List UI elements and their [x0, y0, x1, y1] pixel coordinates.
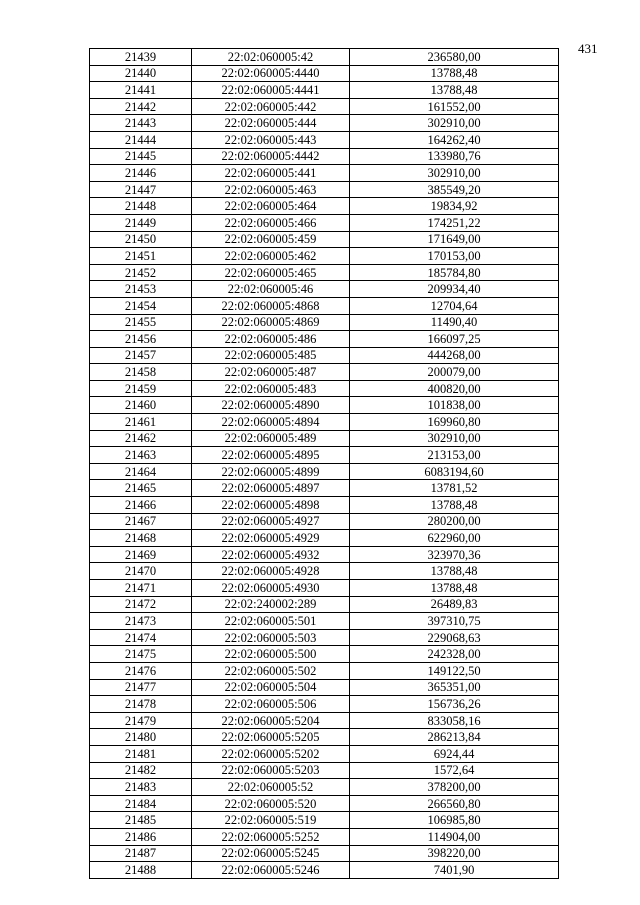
row-number-cell: 21452: [90, 264, 192, 281]
cadastral-number-cell: 22:02:060005:5252: [192, 828, 350, 845]
table-row: [90, 563, 559, 580]
cadastral-value-cell: 13788,48: [350, 497, 559, 514]
row-number-cell: 21470: [90, 563, 192, 580]
page-number: 431: [578, 41, 598, 56]
cadastral-value-cell: 266560,80: [350, 795, 559, 812]
cadastral-value-cell: 302910,00: [350, 430, 559, 447]
cadastral-number-cell: 22:02:060005:486: [192, 331, 350, 348]
cadastral-value-cell: 302910,00: [350, 165, 559, 182]
row-number-cell: 21472: [90, 596, 192, 613]
table-row: [90, 845, 559, 862]
row-number-cell: 21463: [90, 447, 192, 464]
table-row: [90, 812, 559, 829]
table-row: [90, 646, 559, 663]
row-number-cell: 21462: [90, 430, 192, 447]
row-number-cell: 21484: [90, 795, 192, 812]
row-number-cell: 21458: [90, 364, 192, 381]
row-number-cell: 21478: [90, 696, 192, 713]
cadastral-value-cell: 13788,48: [350, 82, 559, 99]
row-number-cell: 21486: [90, 828, 192, 845]
cadastral-value-cell: 133980,76: [350, 148, 559, 165]
row-number-cell: 21476: [90, 662, 192, 679]
cadastral-value-cell: 114904,00: [350, 828, 559, 845]
cadastral-value-table: [89, 48, 559, 879]
row-number-cell: 21480: [90, 729, 192, 746]
cadastral-number-cell: 22:02:060005:5202: [192, 745, 350, 762]
cadastral-number-cell: 22:02:060005:501: [192, 613, 350, 630]
cadastral-value-cell: 13788,48: [350, 580, 559, 597]
cadastral-value-cell: 280200,00: [350, 513, 559, 530]
table-row: [90, 397, 559, 414]
row-number-cell: 21475: [90, 646, 192, 663]
table-row: [90, 795, 559, 812]
row-number-cell: 21446: [90, 165, 192, 182]
cadastral-number-cell: 22:02:060005:4899: [192, 463, 350, 480]
cadastral-value-cell: 106985,80: [350, 812, 559, 829]
row-number-cell: 21443: [90, 115, 192, 132]
table-row: [90, 762, 559, 779]
cadastral-value-cell: 365351,00: [350, 679, 559, 696]
cadastral-number-cell: 22:02:060005:463: [192, 181, 350, 198]
cadastral-number-cell: 22:02:060005:4932: [192, 546, 350, 563]
row-number-cell: 21467: [90, 513, 192, 530]
table-row: [90, 214, 559, 231]
table-row: [90, 347, 559, 364]
table-row: [90, 712, 559, 729]
row-number-cell: 21439: [90, 49, 192, 66]
table-row: [90, 463, 559, 480]
cadastral-value-cell: 11490,40: [350, 314, 559, 331]
cadastral-value-cell: 200079,00: [350, 364, 559, 381]
cadastral-value-cell: 833058,16: [350, 712, 559, 729]
table-row: [90, 231, 559, 248]
table-row: [90, 364, 559, 381]
row-number-cell: 21441: [90, 82, 192, 99]
cadastral-number-cell: 22:02:060005:4441: [192, 82, 350, 99]
row-number-cell: 21454: [90, 297, 192, 314]
row-number-cell: 21471: [90, 580, 192, 597]
row-number-cell: 21448: [90, 198, 192, 215]
row-number-cell: 21457: [90, 347, 192, 364]
cadastral-value-cell: 174251,22: [350, 214, 559, 231]
row-number-cell: 21464: [90, 463, 192, 480]
table-row: [90, 779, 559, 796]
cadastral-value-cell: 1572,64: [350, 762, 559, 779]
cadastral-number-cell: 22:02:060005:466: [192, 214, 350, 231]
cadastral-value-cell: 170153,00: [350, 248, 559, 265]
row-number-cell: 21440: [90, 65, 192, 82]
table-row: [90, 546, 559, 563]
cadastral-number-cell: 22:02:060005:506: [192, 696, 350, 713]
cadastral-number-cell: 22:02:060005:459: [192, 231, 350, 248]
table-row: [90, 679, 559, 696]
cadastral-number-cell: 22:02:060005:489: [192, 430, 350, 447]
row-number-cell: 21483: [90, 779, 192, 796]
cadastral-number-cell: 22:02:060005:4929: [192, 530, 350, 547]
cadastral-value-cell: 164262,40: [350, 131, 559, 148]
row-number-cell: 21485: [90, 812, 192, 829]
cadastral-value-cell: 26489,83: [350, 596, 559, 613]
cadastral-value-cell: 7401,90: [350, 862, 559, 879]
cadastral-value-cell: 385549,20: [350, 181, 559, 198]
cadastral-number-cell: 22:02:060005:5205: [192, 729, 350, 746]
cadastral-number-cell: 22:02:060005:464: [192, 198, 350, 215]
cadastral-number-cell: 22:02:060005:46: [192, 281, 350, 298]
table-row: [90, 82, 559, 99]
cadastral-value-cell: 213153,00: [350, 447, 559, 464]
cadastral-number-cell: 22:02:060005:442: [192, 98, 350, 115]
table-row: [90, 331, 559, 348]
table-row: [90, 513, 559, 530]
cadastral-value-cell: 444268,00: [350, 347, 559, 364]
cadastral-value-cell: 149122,50: [350, 662, 559, 679]
cadastral-value-cell: 185784,80: [350, 264, 559, 281]
row-number-cell: 21447: [90, 181, 192, 198]
table-row: [90, 131, 559, 148]
row-number-cell: 21473: [90, 613, 192, 630]
table-row: [90, 115, 559, 132]
row-number-cell: 21465: [90, 480, 192, 497]
cadastral-number-cell: 22:02:060005:465: [192, 264, 350, 281]
cadastral-number-cell: 22:02:060005:462: [192, 248, 350, 265]
cadastral-number-cell: 22:02:060005:5246: [192, 862, 350, 879]
table-row: [90, 165, 559, 182]
table-row: [90, 314, 559, 331]
cadastral-number-cell: 22:02:060005:500: [192, 646, 350, 663]
table-row: [90, 248, 559, 265]
row-number-cell: 21460: [90, 397, 192, 414]
row-number-cell: 21469: [90, 546, 192, 563]
cadastral-number-cell: 22:02:060005:4927: [192, 513, 350, 530]
cadastral-number-cell: 22:02:060005:487: [192, 364, 350, 381]
cadastral-value-cell: 166097,25: [350, 331, 559, 348]
cadastral-value-cell: 397310,75: [350, 613, 559, 630]
table-row: [90, 198, 559, 215]
table-row: [90, 98, 559, 115]
cadastral-value-cell: 209934,40: [350, 281, 559, 298]
row-number-cell: 21450: [90, 231, 192, 248]
cadastral-value-cell: 13788,48: [350, 65, 559, 82]
table-row: [90, 65, 559, 82]
table-row: [90, 662, 559, 679]
row-number-cell: 21488: [90, 862, 192, 879]
cadastral-number-cell: 22:02:060005:483: [192, 380, 350, 397]
row-number-cell: 21474: [90, 629, 192, 646]
cadastral-number-cell: 22:02:060005:42: [192, 49, 350, 66]
row-number-cell: 21481: [90, 745, 192, 762]
cadastral-value-cell: 169960,80: [350, 414, 559, 431]
table-row: [90, 696, 559, 713]
cadastral-number-cell: 22:02:060005:443: [192, 131, 350, 148]
cadastral-number-cell: 22:02:060005:4868: [192, 297, 350, 314]
row-number-cell: 21451: [90, 248, 192, 265]
cadastral-value-cell: 242328,00: [350, 646, 559, 663]
cadastral-number-cell: 22:02:060005:5203: [192, 762, 350, 779]
row-number-cell: 21445: [90, 148, 192, 165]
row-number-cell: 21461: [90, 414, 192, 431]
cadastral-number-cell: 22:02:060005:4930: [192, 580, 350, 597]
table-row: [90, 297, 559, 314]
table-row: [90, 380, 559, 397]
cadastral-value-cell: 398220,00: [350, 845, 559, 862]
row-number-cell: 21456: [90, 331, 192, 348]
cadastral-value-cell: 13781,52: [350, 480, 559, 497]
cadastral-value-cell: 400820,00: [350, 380, 559, 397]
cadastral-number-cell: 22:02:060005:4869: [192, 314, 350, 331]
row-number-cell: 21449: [90, 214, 192, 231]
row-number-cell: 21444: [90, 131, 192, 148]
table-row: [90, 580, 559, 597]
cadastral-number-cell: 22:02:060005:444: [192, 115, 350, 132]
row-number-cell: 21466: [90, 497, 192, 514]
cadastral-number-cell: 22:02:060005:4894: [192, 414, 350, 431]
cadastral-number-cell: 22:02:060005:52: [192, 779, 350, 796]
table-row: [90, 745, 559, 762]
row-number-cell: 21442: [90, 98, 192, 115]
table-row: [90, 613, 559, 630]
cadastral-number-cell: 22:02:060005:485: [192, 347, 350, 364]
table-row: [90, 447, 559, 464]
cadastral-value-cell: 12704,64: [350, 297, 559, 314]
cadastral-value-cell: 286213,84: [350, 729, 559, 746]
table-row: [90, 497, 559, 514]
table-row: [90, 181, 559, 198]
cadastral-number-cell: 22:02:060005:502: [192, 662, 350, 679]
cadastral-number-cell: 22:02:060005:503: [192, 629, 350, 646]
cadastral-number-cell: 22:02:060005:520: [192, 795, 350, 812]
cadastral-value-cell: 19834,92: [350, 198, 559, 215]
table-row: [90, 862, 559, 879]
cadastral-value-cell: 101838,00: [350, 397, 559, 414]
table-row: [90, 596, 559, 613]
cadastral-number-cell: 22:02:060005:4897: [192, 480, 350, 497]
cadastral-value-cell: 236580,00: [350, 49, 559, 66]
cadastral-value-cell: 323970,36: [350, 546, 559, 563]
table-row: [90, 281, 559, 298]
cadastral-value-cell: 622960,00: [350, 530, 559, 547]
cadastral-value-cell: 161552,00: [350, 98, 559, 115]
cadastral-number-cell: 22:02:060005:5204: [192, 712, 350, 729]
table-row: [90, 430, 559, 447]
row-number-cell: 21468: [90, 530, 192, 547]
cadastral-number-cell: 22:02:060005:5245: [192, 845, 350, 862]
cadastral-number-cell: 22:02:060005:504: [192, 679, 350, 696]
table-row: [90, 264, 559, 281]
row-number-cell: 21455: [90, 314, 192, 331]
cadastral-value-cell: 378200,00: [350, 779, 559, 796]
cadastral-value-cell: 171649,00: [350, 231, 559, 248]
cadastral-value-cell: 6083194,60: [350, 463, 559, 480]
row-number-cell: 21479: [90, 712, 192, 729]
table-row: [90, 530, 559, 547]
cadastral-number-cell: 22:02:240002:289: [192, 596, 350, 613]
cadastral-number-cell: 22:02:060005:4928: [192, 563, 350, 580]
cadastral-number-cell: 22:02:060005:441: [192, 165, 350, 182]
cadastral-value-cell: 6924,44: [350, 745, 559, 762]
row-number-cell: 21482: [90, 762, 192, 779]
cadastral-value-cell: 229068,63: [350, 629, 559, 646]
table-row: [90, 414, 559, 431]
table-row: [90, 629, 559, 646]
table-body: [90, 49, 559, 879]
row-number-cell: 21487: [90, 845, 192, 862]
cadastral-value-cell: 156736,26: [350, 696, 559, 713]
cadastral-value-cell: 302910,00: [350, 115, 559, 132]
table-row: [90, 480, 559, 497]
row-number-cell: 21453: [90, 281, 192, 298]
cadastral-value-cell: 13788,48: [350, 563, 559, 580]
row-number-cell: 21459: [90, 380, 192, 397]
table-row: [90, 729, 559, 746]
cadastral-number-cell: 22:02:060005:4442: [192, 148, 350, 165]
cadastral-number-cell: 22:02:060005:4895: [192, 447, 350, 464]
cadastral-number-cell: 22:02:060005:4440: [192, 65, 350, 82]
cadastral-number-cell: 22:02:060005:4890: [192, 397, 350, 414]
table-row: [90, 148, 559, 165]
table-row: [90, 828, 559, 845]
row-number-cell: 21477: [90, 679, 192, 696]
cadastral-number-cell: 22:02:060005:4898: [192, 497, 350, 514]
cadastral-number-cell: 22:02:060005:519: [192, 812, 350, 829]
table-row: [90, 49, 559, 66]
